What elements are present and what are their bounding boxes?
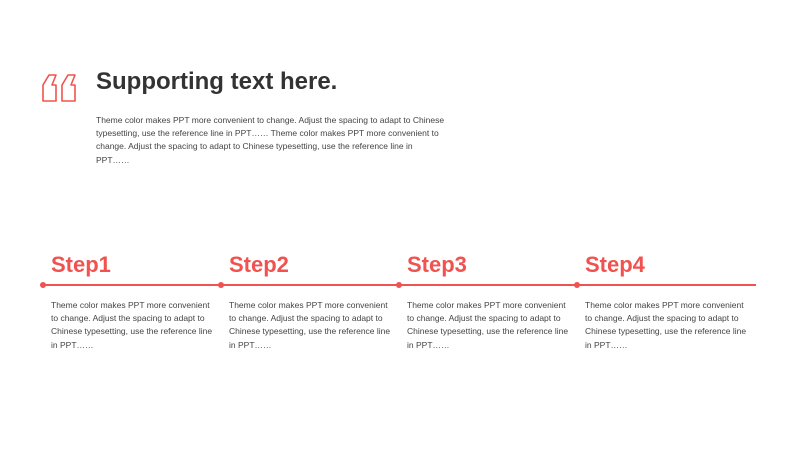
timeline-dot-step2: [218, 282, 224, 288]
step2-title: Step2: [229, 252, 289, 277]
step3-title: Step3: [407, 252, 467, 277]
intro-text: Theme color makes PPT more convenient to change. Adjust the spacing to adapt to Chinese typesetting, use the reference line in PPT…… Theme color makes PPT more convenient to change. Adjust the spacing to adapt to Chinese typesetting, use the reference line in PPT……: [96, 115, 445, 165]
step2-description: Theme color makes PPT more convenient to change. Adjust the spacing to adapt to Chinese typesetting, use the reference line in PPT……: [229, 300, 391, 350]
timeline-line: [42, 284, 756, 286]
timeline-dot-step3: [396, 282, 402, 288]
step1-description: Theme color makes PPT more convenient to change. Adjust the spacing to adapt to Chinese typesetting, use the reference line in PPT……: [51, 300, 213, 350]
page-title: Supporting text here.: [96, 68, 338, 95]
step1-title: Step1: [51, 252, 111, 277]
step3-description: Theme color makes PPT more convenient to change. Adjust the spacing to adapt to Chinese typesetting, use the reference line in PPT……: [407, 300, 569, 350]
timeline-dot-step1: [40, 282, 46, 288]
quote-icon: [41, 73, 79, 103]
step4-title: Step4: [585, 252, 645, 277]
timeline-dot-step4: [574, 282, 580, 288]
step4-description: Theme color makes PPT more convenient to change. Adjust the spacing to adapt to Chinese typesetting, use the reference line in PPT……: [585, 300, 747, 350]
